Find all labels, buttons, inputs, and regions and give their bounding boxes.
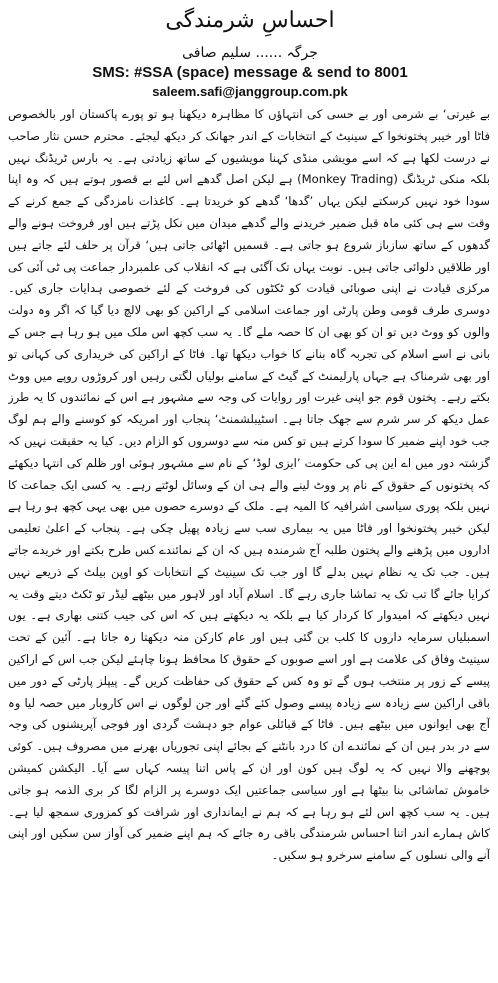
author-email: saleem.safi@janggroup.com.pk <box>152 84 348 99</box>
article-body <box>8 104 490 976</box>
article-byline: جرگہ ...... سلیم صافی <box>182 45 318 61</box>
article-headline: احساسِ شرمندگی <box>165 8 335 33</box>
sms-info: SMS: #SSA (space) message & send to 8001 <box>92 64 408 81</box>
article-paragraph: بے غیرتی‘ بے شرمی اور بے حسی کی انتہاؤں کا مظاہرہ دیکھنا ہو تو پورے پاکستان اور بالخصوص فاٹا اور خیبر پختونخوا کے سینیٹ کے انتخابات کے اندر جھانک کر دیکھ لیجئے۔ محترم حسن نثار صاحب نے درست لکھا ہے کہ اسے مویشی منڈی کہنا مویشیوں کے ساتھ زیادتی ہے۔ یہ بارس ٹریڈنگ نہیں بلکہ منکی ٹریڈنگ (Monkey Trading) ہے لیکن اصل گدھے اس لئے بے قصور ہوتے ہیں کہ وہ اپنا سودا خود نہیں کرسکتے لیکن یہاں ’گدھا‘ گدھے کو خریدتا ہے۔ کاغذات نامزدگی کے جمع کرنے کے وقت سے ہی کئی ماہ قبل ضمیر خریدنے والے گدھے میدان میں نکل پڑتے ہیں اور فروخت ہونے والے گدھوں کے ساتھ سازباز شروع ہو جاتی ہے۔ قسمیں اٹھائی جاتی ہیں‘ قرآن پر حلف لئے جاتے ہیں اور طلاقیں دلوائی جاتی ہیں۔ نوبت یہاں تک آگئی ہے کہ انقلاب کی علمبردار جماعت پی ٹی آئی کی مرکزی قیادت نے اپنی صوبائی قیادت کو ٹکٹوں کی فروخت کے لئے خصوصی ہدایات جاری کیں۔ دوسری طرف قومی وطن پارٹی اور جماعت اسلامی کے اراکین کو بھی لالچ دیا گیا کہ اگر وہ دولت والوں کو ووٹ دیں تو ان کو بھی ان کا حصہ ملے گا۔ یہ سب کچھ اس ملک میں ہو رہا ہے جس کے بانی نے اسے اسلام کی تجربہ گاہ بنانے کا خواب دیکھا تھا۔ فاٹا کے اراکین کی خریداری کی کہانی تو اور بھی شرمناک ہے جہاں پارلیمنٹ کے گیٹ کے سامنے بولیاں لگتی رہیں اور کروڑوں روپے میں ووٹ بکتے رہے۔ پختون قوم جو اپنی غیرت اور روایات کی وجہ سے مشہور ہے اس کے نمائندوں کا یہ طرز عمل دیکھ کر سر شرم سے جھک جاتا ہے۔ اسٹیبلشمنٹ‘ پنجاب اور امریکہ کو کوسنے والے ہم لوگ جب خود اپنے ضمیر کا سودا کرتے ہیں تو کس منہ سے دوسروں کو الزام دیں۔ کیا یہ حقیقت نہیں کہ گزشتہ دور میں اے این پی کی حکومت ’ایزی لوڈ‘ کے نام سے مشہور ہوئی اور ظلم کی انتہا دیکھئے کہ پختونوں کے حقوق کے نام پر ووٹ لینے والے ہی ان کے وسائل لوٹتے رہے۔ یہ کسی ایک جماعت کا نہیں بلکہ پوری سیاسی اشرافیہ کا المیہ ہے۔ ملک کے دوسرے حصوں میں بھی یہی کچھ ہو رہا ہے لیکن خیبر پختونخوا اور فاٹا میں یہ بیماری سب سے زیادہ پھیل چکی ہے۔ پنجاب کے اعلیٰ تعلیمی اداروں میں پڑھنے والے پختون طلبہ آج شرمندہ ہیں کہ ان کے نمائندے کس طرح بکتے اور خریدے جاتے ہیں۔ جب تک یہ نظام نہیں بدلے گا اور جب تک سینیٹ کے انتخابات کو اوپن بیلٹ کے ذریعے نہیں کرایا جائے گا تب تک یہ تماشا جاری رہے گا۔ اسلام آباد اور لاہور میں بیٹھے لیڈر تو ٹکٹ دیتے وقت یہ نہیں دیکھتے کہ امیدوار کا کردار کیا ہے بلکہ یہ دیکھتے ہیں کہ اس کی جیب کتنی بھاری ہے۔ یوں اسمبلیاں سرمایہ داروں کا کلب بن گئی ہیں اور عام کارکن منہ دیکھتا رہ جاتا ہے۔ آئین کے تحت سینیٹ وفاق کی علامت ہے اور اسے صوبوں کے حقوق کا محافظ ہونا چاہئے لیکن جب اس کے اراکین پیسے کے زور پر منتخب ہوں گے تو وہ کس کے حقوق کی حفاظت کریں گے۔ پیپلز پارٹی کے دور میں باقی اراکین سے زیادہ سے زیادہ پیسے وصول کئے گئے اور جن لوگوں نے اس کاروبار میں حصہ لیا وہ آج بھی ایوانوں میں بیٹھے ہیں۔ فاٹا کے قبائلی عوام جو دہشت گردی اور فوجی آپریشنوں کی وجہ سے در بدر ہیں ان کے نمائندے ان کا درد بانٹنے کے بجائے اپنی تجوریاں بھرنے میں مصروف ہیں۔ کوئی پوچھنے والا نہیں کہ یہ لوگ ہیں کون اور ان کے پاس اتنا پیسہ کہاں سے آیا۔ الیکشن کمیشن خاموش تماشائی بنا بیٹھا ہے اور سیاسی جماعتیں ایک دوسرے پر الزام لگا کر بری الذمہ ہو جاتی ہیں۔ یہ سب کچھ اس لئے ہو رہا ہے کہ ہم نے ایمانداری اور شرافت کو کمزوری سمجھ لیا ہے۔ کاش ہمارے اندر اتنا احساس شرمندگی باقی رہ جائے کہ ہم اپنے ضمیر کی آواز سن سکیں اور اپنی آنے والی نسلوں کے سامنے سرخرو ہو سکیں۔ <box>8 107 490 863</box>
